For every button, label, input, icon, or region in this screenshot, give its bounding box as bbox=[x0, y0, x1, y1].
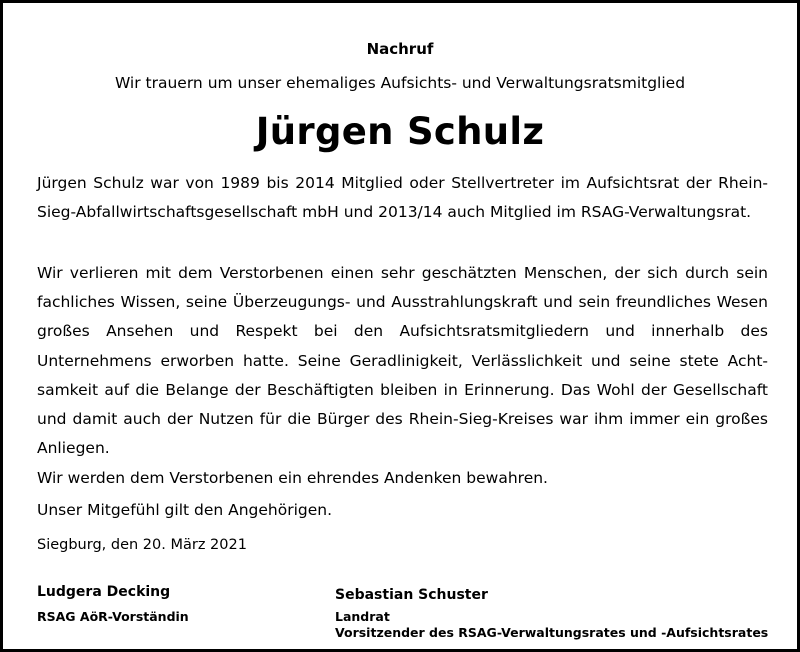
paragraph-membership: Jürgen Schulz war von 1989 bis 2014 Mitglied oder Stellvertreter im Aufsichtsrat der Rhein-Sieg-Abfallwirtschaftsgesellschaft mbH und 2013/14 auch Mitglied im RSAG-Verwaltungsrat. bbox=[37, 174, 768, 222]
notice-heading: Nachruf bbox=[366, 40, 434, 58]
signatory-role-decking: RSAG AöR-Vorständin bbox=[37, 609, 189, 624]
paragraph-remembrance: Wir werden dem Verstorbenen ein ehrendes Andenken bewahren. bbox=[37, 469, 548, 487]
place-date-line: Siegburg, den 20. März 2021 bbox=[37, 537, 247, 553]
signatory-name-decking: Ludgera Decking bbox=[37, 584, 171, 600]
deceased-name: Jürgen Schulz bbox=[255, 110, 545, 153]
notice-subtitle: Wir trauern um unser ehemaliges Aufsichts- und Verwaltungsratsmitglied bbox=[114, 74, 686, 92]
paragraph-condolence: Unser Mitgefühl gilt den Angehörigen. bbox=[37, 501, 333, 519]
paragraph-tribute: Wir verlieren mit dem Verstorbenen einen sehr geschätzten Menschen, der sich durch sein fachliches Wissen, seine Überzeugungs- und Ausstrahlungskraft und sein freundliches Wesen großes Ansehen und Respekt bei den Aufsichtsratsmitgliedern und innerhalb des Unternehmens erworben hatte. Seine Geradlinigkeit, Verlässlichkeit und seine stete Achtsamkeit auf die Belange der Beschäftigten bleiben in Erinnerung. Das Wohl der Gesellschaft und damit auch der Nutzen für die Bürger des Rhein-Sieg-Kreises war ihm immer ein großes Anliegen. bbox=[37, 264, 768, 458]
signatory-name-schuster: Sebastian Schuster bbox=[335, 587, 488, 603]
signatory-role-schuster-landrat: Landrat bbox=[335, 609, 390, 624]
signatory-role-schuster-chair: Vorsitzender des RSAG-Verwaltungsrates und -Aufsichtsrates bbox=[335, 625, 769, 640]
